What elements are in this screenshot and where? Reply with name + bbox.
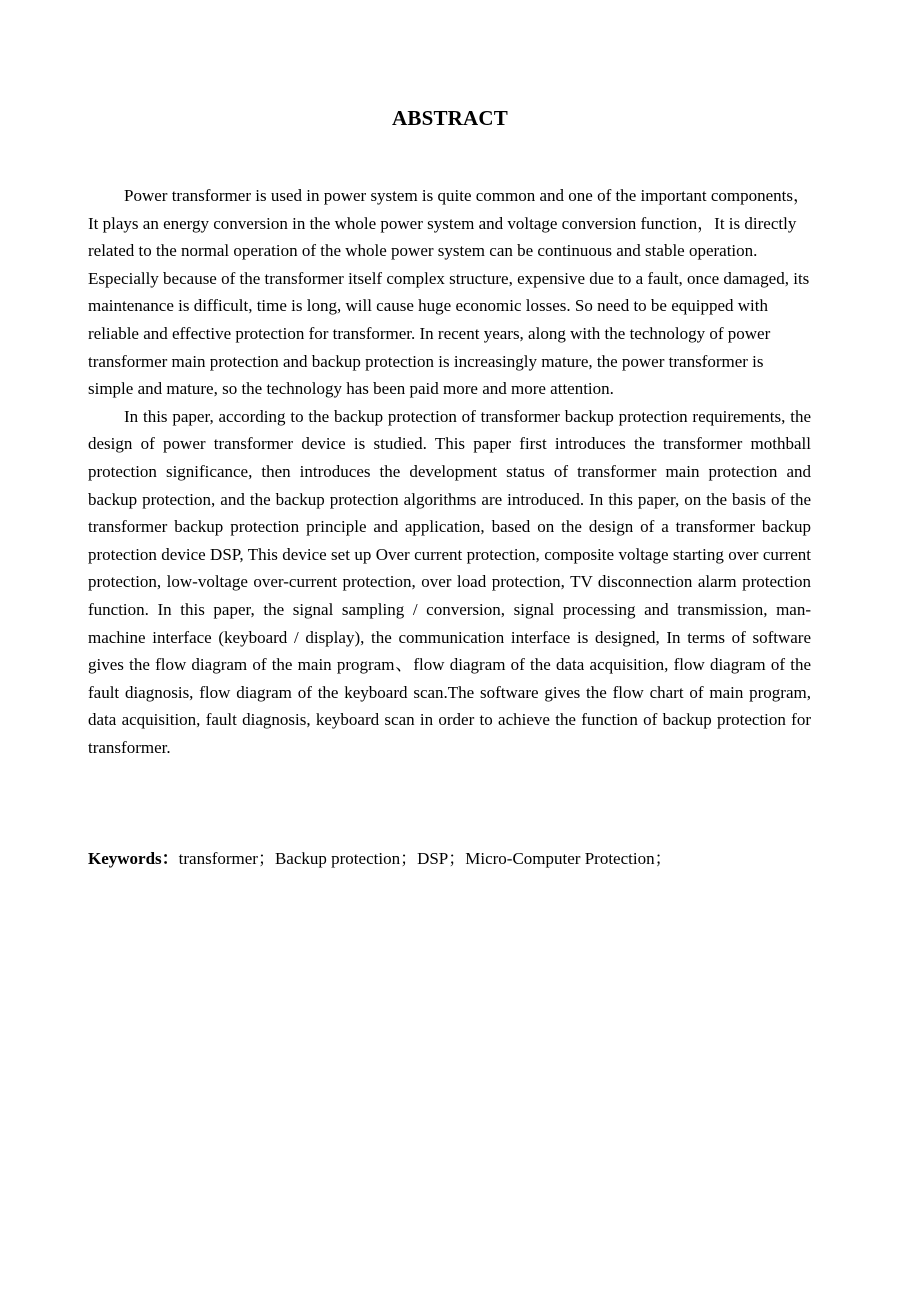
abstract-paragraph-1: Power transformer is used in power system is quite common and one of the important components，It plays an energy conversion in the whole power system and voltage conversion function，It is directly related to the normal operation of the whole power system can be continuous and stable operation. Especially because of the transformer itself complex structure, expensive due to a fault, once damaged, its maintenance is difficult, time is long, will cause huge economic losses. So need to be equipped with reliable and effective protection for transformer. In recent years, along with the technology of power transformer main protection and backup protection is increasingly mature, the power transformer is simple and mature, so the technology has been paid more and more attention.: [88, 186, 811, 399]
keywords-line: [88, 845, 828, 872]
keywords-label: Keywords：: [88, 849, 179, 868]
keywords-list: transformer；Backup protection；DSP；Micro-Computer Protection；: [178, 849, 672, 868]
abstract-title: ABSTRACT: [392, 106, 508, 130]
abstract-paragraph-2: In this paper, according to the backup protection of transformer backup protection requirements, the design of power transformer device is studied. This paper first introduces the transformer mothball protection significance, then introduces the development status of transformer main protection and backup protection, and the backup protection algorithms are introduced. In this paper, on the basis of the transformer backup protection principle and application, based on the design of a transformer backup protection device DSP, This device set up Over current protection, composite voltage starting over current protection, low-voltage over-current protection, over load protection, TV disconnection alarm protection function. In this paper, the signal sampling / conversion, signal processing and transmission, man-machine interface (keyboard / display), the communication interface is designed, In terms of software gives the flow diagram of the main program、flow diagram of the data acquisition, flow diagram of the fault diagnosis, flow diagram of the keyboard scan.The software gives the flow chart of main program, data acquisition, fault diagnosis, keyboard scan in order to achieve the function of backup protection for transformer.: [88, 406, 811, 757]
abstract-body: [88, 182, 811, 761]
